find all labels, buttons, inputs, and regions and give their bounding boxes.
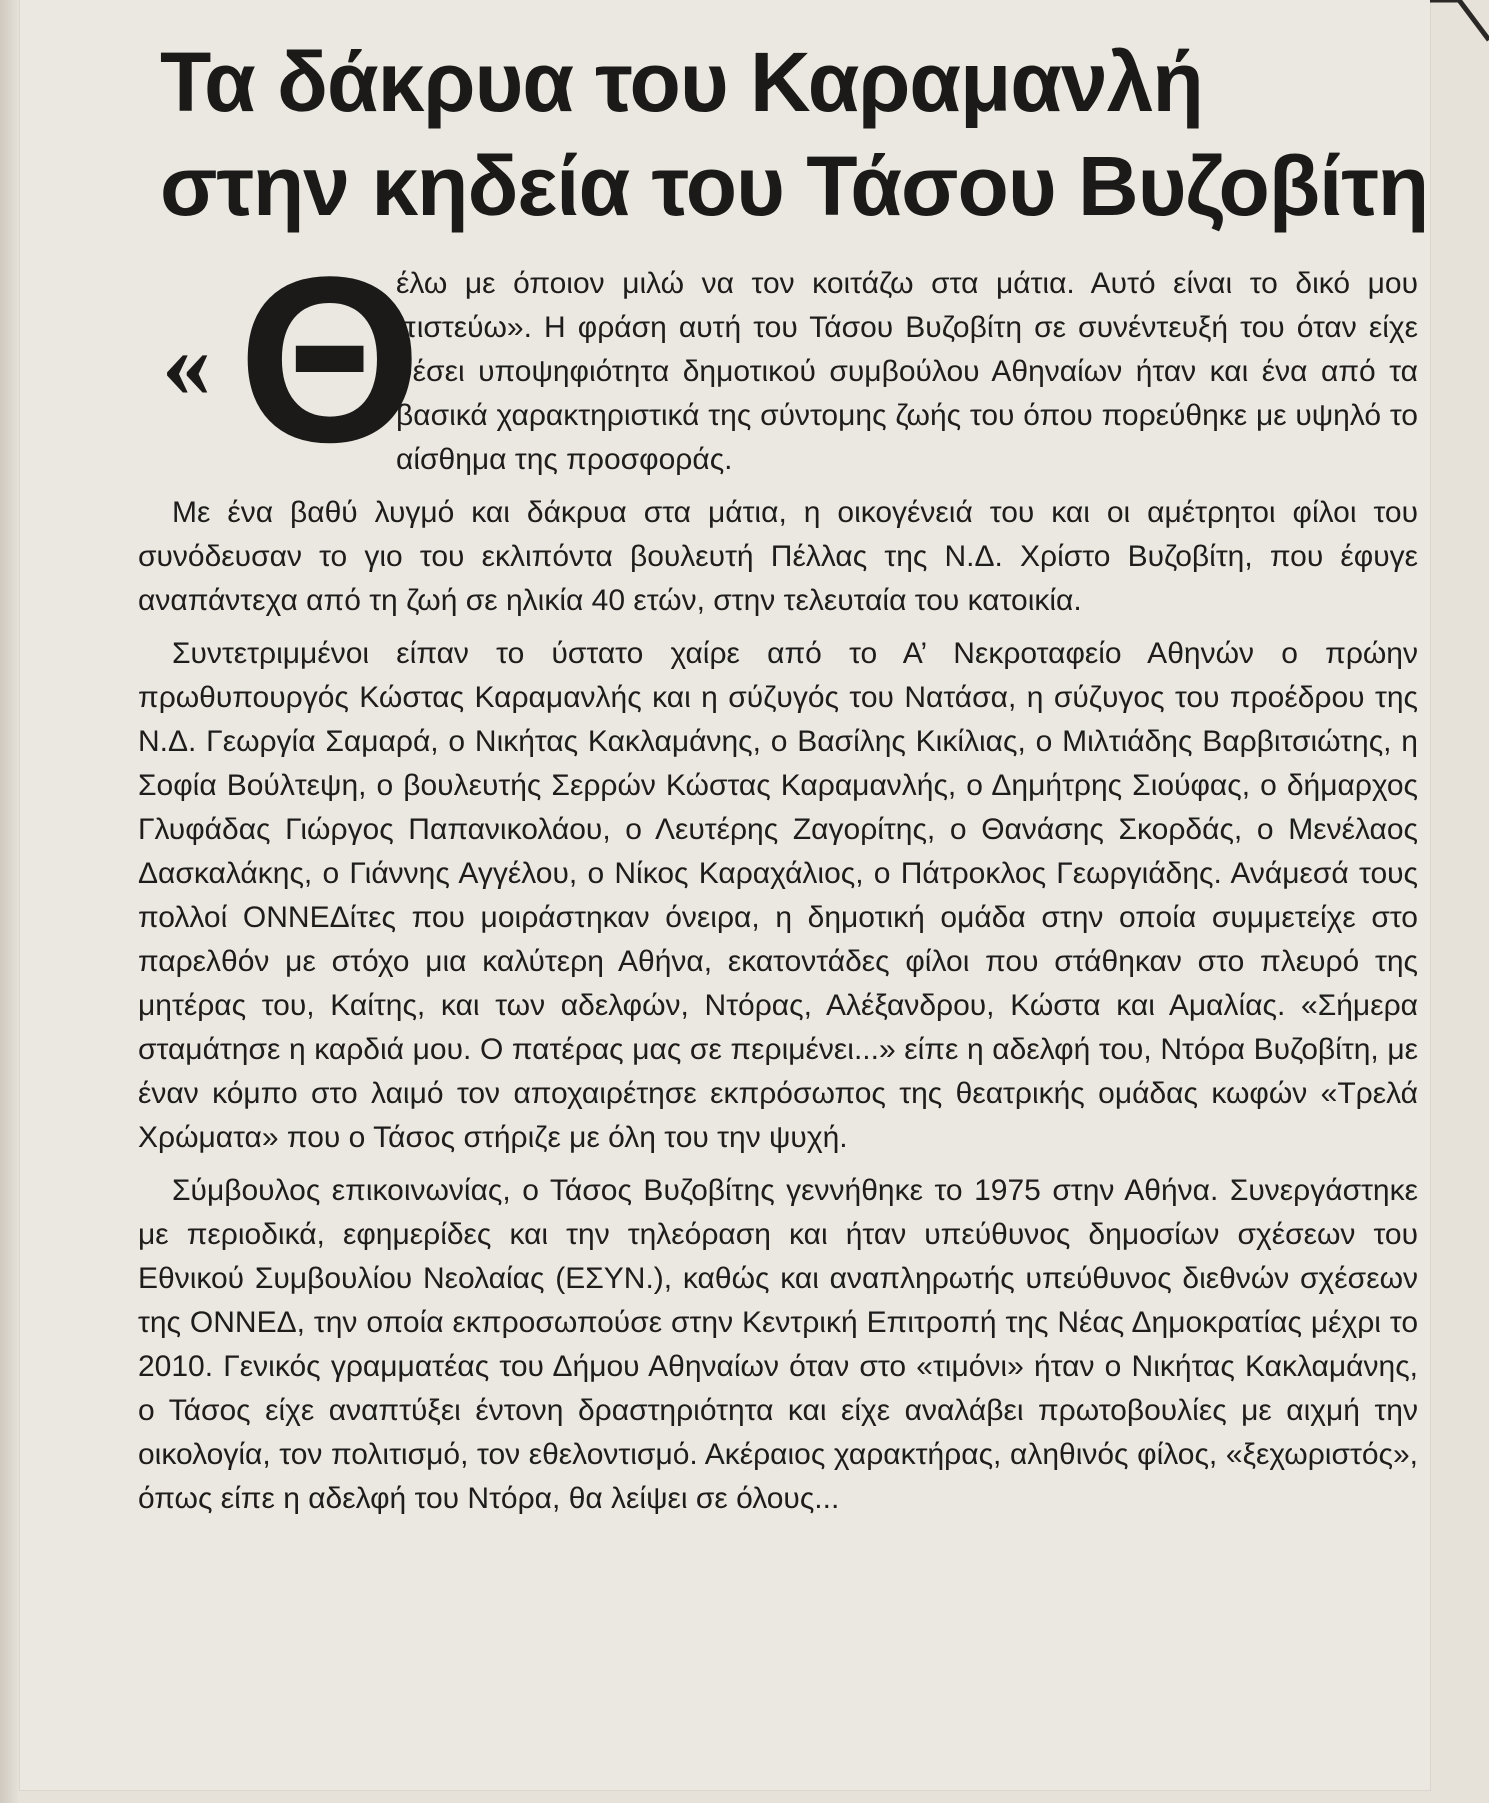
paragraph-1 [138, 228, 1418, 492]
paragraph-3: Συντετριμμένοι είπαν το ύστατο χαίρε από το Α’ Νεκροταφείο Αθηνών ο πρώην πρωθυπουργός Κώστας Καραμανλής και η σύζυγός του Νατάσα, η σύζυγος του προέδρου της Ν.Δ. Γεωργία Σαμαρά, ο Νικήτας Κακλαμάνης, ο Βασίλης Κικίλιας, ο Μιλτιάδης Βαρβιτσιώτης, η Σοφία Βούλτεψη, ο βουλευτής Σερρών Κώστας Καραμανλής, ο Δημήτρης Σιούφας, ο δήμαρχος Γλυφάδας Γιώργος Παπανικολάου, ο Λευτέρης Ζαγορίτης, ο Θανάσης Σκορδάς, ο Μενέλαος Δασκαλάκης, ο Γιάννης Αγγέλου, ο Νίκος Καραχάλιος, ο Πάτροκλος Γεωργιάδης. Ανάμεσά τους πολλοί ΟΝΝΕΔίτες που μοιράστηκαν όνειρα, η δημοτική ομάδα στην οποία συμμετείχε στο παρελθόν με στόχο μια καλύτερη Αθήνα, εκατοντάδες φίλοι που στάθηκαν στο πλευρό της μητέρας του, Καίτης, και των αδελφών, Ντόρας, Αλέξανδρου, Κώστα και Αμαλίας. «Σήμερα σταμάτησε η καρδιά μου. Ο πατέρας μας σε περιμένει...» είπε η αδελφή του, Ντόρα Βυζοβίτη, με έναν κόμπο στο λαιμό τον αποχαιρέτησε εκπρόσωπος της θεατρικής ομάδας κωφών «Τρελά Χρώματα» που ο Τάσος στήριζε με όλη του την ψυχή. [138, 637, 1418, 1154]
dropcap-letter: Θ [238, 228, 422, 492]
headline [160, 30, 1429, 238]
folded-corner-decoration [1429, 0, 1489, 70]
dropcap-quote-mark: « [162, 310, 201, 418]
article-body [138, 228, 1418, 1530]
headline-line-2: στην κηδεία του Τάσου Βυζοβίτη [160, 139, 1429, 233]
headline-line-1: Τα δάκρυα του Καραμανλή [160, 35, 1203, 129]
dropcap [138, 228, 422, 492]
paragraph-4: Σύμβουλος επικοινωνίας, ο Τάσος Βυζοβίτης γεννήθηκε το 1975 στην Αθήνα. Συνεργάστηκε με περιοδικά, εφημερίδες και την τηλεόραση και ήταν υπεύθυνος δημοσίων σχέσεων του Εθνικού Συμβουλίου Νεολαίας (ΕΣΥΝ.), καθώς και αναπληρωτής υπεύθυνος διεθνών σχέσεων της ΟΝΝΕΔ, την οποία εκπροσωπούσε στην Κεντρική Επιτροπή της Νέας Δημοκρατίας μέχρι το 2010. Γενικός γραμματέας του Δήμου Αθηναίων όταν στο «τιμόνι» ήταν ο Νικήτας Κακλαμάνης, ο Τάσος είχε αναπτύξει έντονη δραστηριότητα και είχε αναλάβει πρωτοβουλίες με αιχμή την οικολογία, τον πολιτισμό, τον εθελοντισμό. Ακέραιος χαρακτήρας, αληθινός φίλος, «ξεχωριστός», όπως είπε η αδελφή του Ντόρα, θα λείψει σε όλους... [138, 1174, 1418, 1515]
page-edge [0, 0, 18, 1803]
article [20, 0, 1430, 1790]
paragraph-1-text: έλω με όποιον μιλώ να τον κοιτάζω στα μάτια. Αυτό είναι το δικό μου πιστεύω». Η φράση αυτή του Τάσου Βυζοβίτη σε συνέντευξή του όταν είχε θέσει υποψηφιότητα δημοτικού συμβούλου Αθηναίων ήταν και ένα από τα βασικά χαρακτηριστικά της σύντομης ζωής του όπου πορεύθηκε με υψηλό το αίσθημα της προσφοράς. [396, 267, 1418, 476]
paragraph-2: Με ένα βαθύ λυγμό και δάκρυα στα μάτια, η οικογένειά του και οι αμέτρητοι φίλοι του συνόδευσαν το γιο του εκλιπόντα βουλευτή Πέλλας της Ν.Δ. Χρίστο Βυζοβίτη, που έφυγε αναπάντεχα από τη ζωή σε ηλικία 40 ετών, στην τελευταία του κατοικία. [138, 496, 1418, 617]
